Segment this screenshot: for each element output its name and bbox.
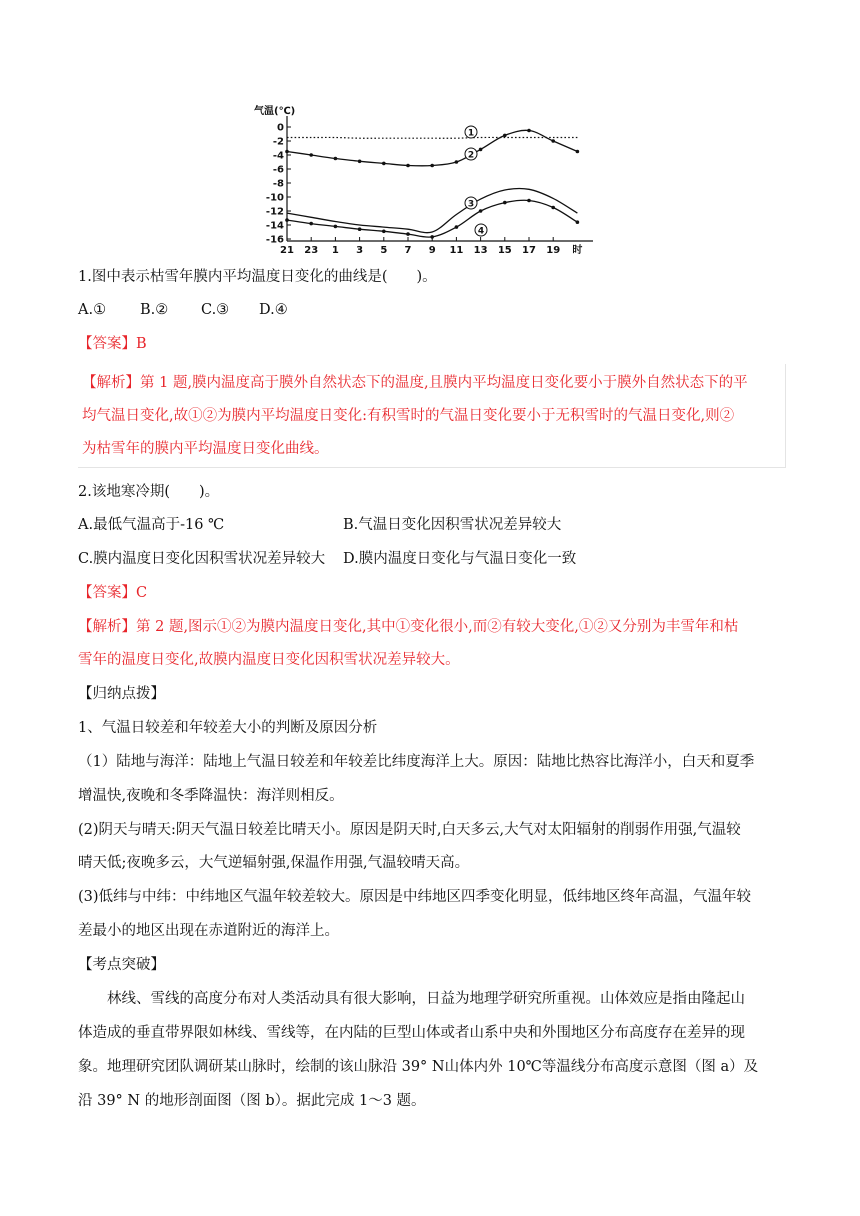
data-point [455, 225, 459, 229]
y-tick-label: -2 [272, 136, 284, 148]
series-label: 4 [477, 226, 485, 237]
chart-series [285, 129, 579, 239]
data-point [576, 220, 580, 224]
y-tick-label: -10 [265, 192, 284, 204]
data-point [358, 227, 362, 231]
x-tick-label: 15 [497, 245, 512, 256]
x-tick-label: 1 [331, 245, 339, 256]
x-tick-label: 3 [356, 245, 364, 256]
q2-option-d: D.膜内温度日变化与气温日变化一致 [343, 551, 577, 567]
q2-option-c: C.膜内温度日变化因积雪状况差异较大 [78, 551, 326, 567]
y-tick-label: -4 [272, 150, 284, 162]
y-axis-label: 气温(℃) [254, 106, 296, 117]
data-point [430, 235, 434, 239]
summary-line: (3)低纬与中纬：中纬地区气温年较差较大。原因是中纬地区四季变化明显，低纬地区终年高温，气温年较 [78, 889, 752, 905]
data-point [285, 218, 289, 222]
chart-ticks [266, 123, 582, 257]
temperature-chart [250, 100, 600, 258]
y-tick-label: -16 [265, 234, 284, 246]
q2-option-b: B.气温日变化因积雪状况差异较大 [343, 517, 562, 533]
summary-line: 增温快,夜晚和冬季降温快：海洋则相反。 [78, 788, 344, 804]
y-tick-label: -12 [265, 206, 284, 218]
breakthrough-line: 林线、雪线的高度分布对人类活动具有很大影响，日益为地理学研究所重视。山体效应是指由隆起山 [107, 991, 745, 1007]
q1-option-b: B.② [140, 302, 169, 318]
data-point [576, 150, 580, 154]
q1-option-d: D.④ [259, 302, 288, 318]
data-point [503, 134, 507, 138]
q1-analysis-line: 【解析】第 1 题,膜内温度高于膜外自然状态下的温度,且膜内平均温度日变化要小于膜外自然状态下的平 [82, 375, 748, 391]
data-point [455, 160, 459, 164]
y-tick-label: -14 [265, 220, 284, 232]
data-point [406, 164, 410, 168]
x-tick-label: 21 [280, 245, 294, 256]
q2-option-a: A.最低气温高于-16 ℃ [78, 517, 225, 533]
data-point [309, 222, 313, 226]
data-point [551, 206, 555, 210]
y-tick-label: -6 [272, 164, 284, 176]
q2-question: 2.该地寒冷期( )。 [78, 484, 220, 500]
data-point [358, 160, 362, 164]
x-tick-label: 23 [304, 245, 319, 256]
q1-analysis-box [78, 364, 786, 468]
q1-option-c: C.③ [201, 302, 230, 318]
x-tick-label: 11 [449, 245, 464, 256]
x-tick-label: 时 [572, 245, 583, 256]
q1-question: 1.图中表示枯雪年膜内平均温度日变化的曲线是( )。 [78, 269, 437, 285]
x-tick-label: 19 [546, 245, 561, 256]
x-tick-label: 9 [428, 245, 436, 256]
q2-analysis-line: 【解析】第 2 题,图示①②为膜内温度日变化,其中①变化很小,而②有较大变化,①②又分别为丰雪年和枯 [78, 619, 739, 635]
data-point [334, 157, 338, 161]
x-tick-label: 7 [404, 245, 412, 256]
summary-heading: 【归纳点拨】 [78, 686, 165, 702]
data-point [334, 225, 338, 229]
q1-analysis-line: 为枯雪年的膜内平均温度日变化曲线。 [82, 441, 329, 457]
series-label: 2 [467, 150, 475, 161]
summary-line: 差最小的地区出现在赤道附近的海洋上。 [78, 923, 339, 939]
breakthrough-line: 体造成的垂直带界限如林线、雪线等，在内陆的巨型山体或者山系中央和外围地区分布高度存在差异的现 [78, 1025, 745, 1041]
summary-line: (2)阴天与晴天:阴天气温日较差比晴天小。原因是阴天时,白天多云,大气对太阳辐射的削弱作用强,气温较 [78, 822, 741, 838]
series-line [287, 130, 577, 166]
q2-answer: 【答案】C [78, 585, 148, 601]
summary-line: 晴天低;夜晚多云，大气逆辐射强,保温作用强,气温较晴天高。 [78, 855, 470, 871]
data-point [382, 230, 386, 234]
x-tick-label: 13 [473, 245, 488, 256]
series-line [287, 137, 577, 138]
series-label: 1 [467, 128, 475, 139]
data-point [430, 164, 434, 168]
data-point [479, 209, 483, 213]
chart-axes [254, 104, 593, 241]
x-tick-label: 17 [522, 245, 536, 256]
data-point [503, 201, 507, 205]
data-point [527, 129, 531, 133]
summary-subheading: 1、气温日较差和年较差大小的判断及原因分析 [78, 720, 378, 736]
q1-answer: 【答案】B [78, 336, 147, 352]
q1-analysis-line: 均气温日变化,故①②为膜内平均温度日变化:有积雪时的气温日变化要小于无积雪时的气温日变化,则② [82, 408, 735, 424]
data-point [309, 153, 313, 157]
q1-options [78, 299, 288, 321]
q2-analysis-line: 雪年的温度日变化,故膜内温度日变化因积雪状况差异较大。 [78, 652, 460, 668]
q1-option-a: A.① [78, 302, 107, 318]
data-point [479, 148, 483, 152]
data-point [382, 162, 386, 166]
breakthrough-line: 象。地理研究团队调研某山脉时，绘制的该山脉沿 39° N山体内外 10℃等温线分布高度示意图（图 a）及 [78, 1059, 759, 1075]
summary-line: （1）陆地与海洋：陆地上气温日较差和年较差比纬度海洋上大。原因：陆地比热容比海洋小，白天和夏季 [78, 754, 755, 770]
data-point [527, 199, 531, 203]
breakthrough-line: 沿 39° N 的地形剖面图（图 b）。据此完成 1～3 题。 [78, 1093, 426, 1109]
data-point [406, 232, 410, 236]
data-point [285, 150, 289, 154]
y-tick-label: 0 [277, 122, 284, 134]
y-tick-label: -8 [272, 178, 284, 190]
breakthrough-heading: 【考点突破】 [78, 957, 165, 973]
x-tick-label: 5 [380, 245, 388, 256]
data-point [551, 139, 555, 143]
series-label: 3 [467, 199, 475, 210]
